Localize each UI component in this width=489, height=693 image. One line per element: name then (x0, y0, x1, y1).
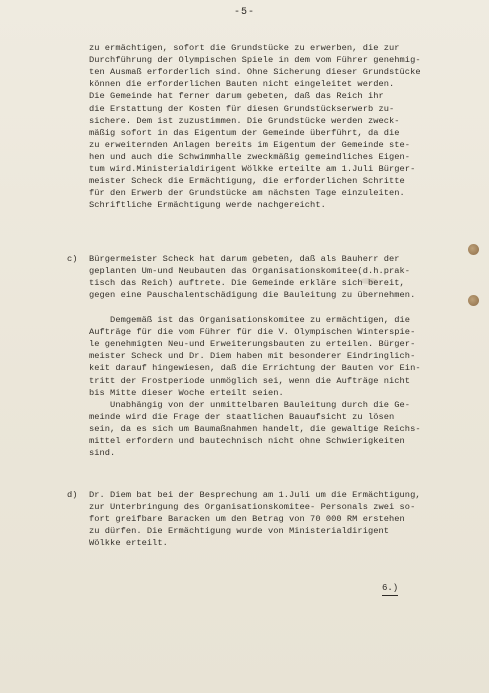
text-line: keit darauf hingewiesen, daß die Errichtung der Bauten vor Ein- (89, 363, 421, 374)
text-line: Dr. Diem bat bei der Besprechung am 1.Juli um die Ermächtigung, (89, 490, 421, 500)
paragraph-marker: d) (67, 490, 78, 500)
text-line: Durchführung der Olympischen Spiele in dem vom Führer genehmig- (89, 55, 421, 66)
text-line: zu ermächtigen, sofort die Grundstücke zu erwerben, die zur (89, 43, 400, 53)
text-line: Aufträge für die vom Führer für die V. Olympischen Winterspie- (89, 327, 416, 338)
text-line: meister Scheck die Ermächtigung, die erforderlichen Schritte (89, 176, 405, 187)
text-line: tritt der Frostperiode unmöglich sei, wenn die Aufträge nicht (89, 375, 411, 386)
text-line: sind. (89, 448, 116, 459)
text-line: le genehmigten Neu-und Erweiterungsbauten zu erteilen. Bürger- (89, 339, 416, 350)
text-line: die Erstattung der Kosten für diesen Grundstückserwerb zu- (89, 103, 395, 114)
punch-hole-bottom (468, 295, 479, 306)
text-line: für den Erwerb der Grundstücke am nächsten Tage einzuleiten. (89, 188, 405, 199)
text-line: bis Mitte dieser Woche erteilt seien. (89, 387, 284, 398)
text-line: Schriftliche Ermächtigung werde nachgereicht. (89, 200, 326, 211)
text-line: geplanten Um-und Neubauten das Organisationskomitee(d.h.prak- (89, 266, 411, 277)
text-line: fort greifbare Baracken um den Betrag von 70 000 RM erstehen (89, 514, 405, 525)
text-line: Bürgermeister Scheck hat darum gebeten, daß als Bauherr der (89, 254, 400, 264)
text-line: Die Gemeinde hat ferner darum gebeten, daß das Reich ihr (89, 91, 384, 102)
text-line: zur Unterbringung des Organisationskomitee- Personals zwei so- (89, 502, 416, 513)
text-line: meister Scheck und Dr. Diem haben mit besonderer Eindringlich- (89, 351, 416, 362)
text-line: können die erforderlichen Bauten nicht eingeleitet werden. (89, 79, 395, 90)
text-line: tum wird.Ministerialdirigent Wölkke erteilte am 1.Juli Bürger- (89, 164, 416, 174)
text-line: Unabhängig von der unmittelbaren Bauleitung durch die Ge- (89, 400, 411, 410)
text-line: zu erweiternden Anlagen bereits im Eigentum der Gemeinde ste- (89, 139, 411, 150)
text-line: mittel erfordern und bautechnisch nicht ohne Schwierigkeiten (89, 436, 405, 447)
page-number: -5- (233, 7, 255, 18)
paragraph-marker: c) (67, 254, 78, 264)
text-line: Demgemäß ist das Organisationskomitee zu ermächtigen, die (89, 315, 411, 325)
text-line: hen und auch die Schwimmhalle zweckmäßig gemeindliches Eigen- (89, 151, 411, 162)
text-line: ten Ausmaß erforderlich sind. Ohne Sicherung dieser Grundstücke (89, 67, 421, 78)
text-line: gegen eine Pauschalentschädigung die Bauleitung zu übernehmen. (89, 290, 416, 301)
punch-hole-top (468, 244, 479, 255)
text-line: meinde wird die Frage der staatlichen Bauaufsicht zu lösen (89, 412, 395, 423)
next-section-marker: 6.) (382, 583, 398, 596)
text-line: tisch das Reich) auftrete. Die Gemeinde erkläre sich bereit, (89, 278, 405, 289)
text-line: mäßig sofort in das Eigentum der Gemeinde überführt, da die (89, 127, 400, 138)
text-line: sichere. Dem ist zuzustimmen. Die Grundstücke werden zweck- (89, 115, 400, 126)
text-line: sein, da es sich um Baumaßnahmen handelt, die gewaltige Reichs- (89, 424, 421, 435)
text-line: Wölkke erteilt. (89, 538, 168, 549)
text-line: zu dürfen. Die Ermächtigung wurde von Ministerialdirigent (89, 526, 390, 537)
